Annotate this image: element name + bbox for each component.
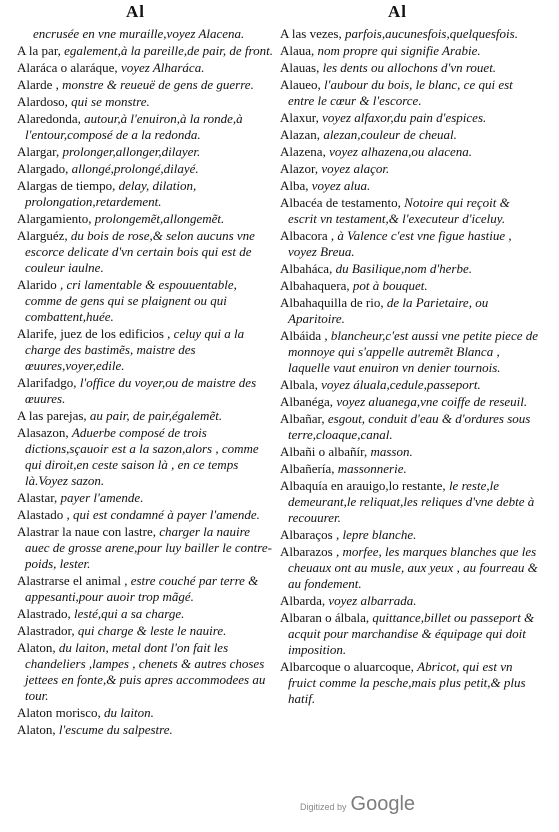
entry-definition: , celuy qui a la charge des bastimẽs, maistre des œuures,voyer,edile. [25, 326, 245, 373]
entry-headword: Alaua, [280, 43, 315, 58]
dictionary-entry [280, 178, 538, 194]
entry-headword: Alargas de tiempo, [17, 178, 116, 193]
entry-headword: Alarife, juez de los edificios [17, 326, 164, 341]
entry-headword: Albaraços [280, 527, 333, 542]
entry-headword: Alargamiento, [17, 211, 92, 226]
entry-definition: payer l'amende. [60, 490, 144, 505]
entry-definition: voyez albarrada. [328, 593, 417, 608]
dictionary-entry [17, 111, 275, 143]
entry-definition: egalement,à la pareille,de pair, de front. [64, 43, 273, 58]
entry-definition: alezan,couleur de cheual. [323, 127, 457, 142]
entry-definition: voyez aluanega,vne coiffe de reseuil. [336, 394, 528, 409]
dictionary-entry [17, 573, 275, 605]
entry-headword: Albaquía en arauigo,lo restante, [280, 478, 446, 493]
entry-headword: A las parejas, [17, 408, 87, 423]
dictionary-entry [280, 527, 538, 543]
entry-headword: Alaxur, [280, 110, 319, 125]
entry-definition: lesté,qui a sa charge. [74, 606, 185, 621]
entry-definition: Abricot, qui est vn fruict comme la pesche,mais plus petit,& plus hatif. [288, 659, 526, 706]
entry-definition: voyez Alharáca. [120, 60, 205, 75]
dictionary-entry [280, 77, 538, 109]
dictionary-entry [17, 326, 275, 374]
entry-definition: au pair, de pair,égalemẽt. [89, 408, 223, 423]
dictionary-entry [280, 411, 538, 443]
dictionary-entry [280, 60, 538, 76]
dictionary-entry [280, 610, 538, 658]
entry-headword: Albarda, [280, 593, 326, 608]
left-column [17, 26, 275, 739]
entry-definition: Notoire qui reçoit & escrit vn testament,& l'executeur d'iceluy. [288, 195, 510, 226]
entry-definition: quittance,billet ou passeport & acquit pour marchandise & équipage qui doit imposition. [288, 610, 535, 657]
entry-definition: esgout, conduit d'eau & d'ordures sous terre,cloaque,canal. [288, 411, 531, 442]
entry-definition: , lepre blanche. [335, 527, 417, 542]
entry-headword: Alaueo, [280, 77, 321, 92]
entry-headword: Alargar, [17, 144, 60, 159]
entry-definition: , à Valence c'est vne figue hastiue , voyez Breua. [288, 228, 512, 259]
dictionary-entry [17, 375, 275, 407]
entry-headword: Alasazon, [17, 425, 69, 440]
entry-headword: Albanéga, [280, 394, 334, 409]
page-header-left: Al [126, 2, 145, 21]
dictionary-entry [280, 26, 538, 42]
entry-headword: Alastar, [17, 490, 58, 505]
entry-definition: , qui est condamné à payer l'amende. [66, 507, 260, 522]
entry-headword: Alazor, [280, 161, 319, 176]
dictionary-entry [280, 394, 538, 410]
entry-headword: Alazena, [280, 144, 326, 159]
entry-headword: Albaháca, [280, 261, 333, 276]
entry-headword: Alba, [280, 178, 309, 193]
entry-definition: , monstre & reueuë de gens de guerre. [55, 77, 254, 92]
entry-definition: prolonger,allonger,dilayer. [62, 144, 201, 159]
entry-headword: Albacéa de testamento, [280, 195, 401, 210]
dictionary-entry [17, 228, 275, 276]
entry-headword: Albáida [280, 328, 322, 343]
entry-headword: Alastrarse el animal [17, 573, 121, 588]
entry-headword: Alastado [17, 507, 64, 522]
dictionary-entry [280, 228, 538, 260]
entry-definition: voyez áluala,cedule,passeport. [321, 377, 481, 392]
entry-definition: voyez alhazena,ou alacena. [329, 144, 473, 159]
entry-definition: les dents ou allochons d'vn rouet. [322, 60, 497, 75]
dictionary-entry [280, 161, 538, 177]
entry-headword: Alazan, [280, 127, 321, 142]
entry-headword: Alastrado, [17, 606, 71, 621]
entry-headword: Alastrador, [17, 623, 75, 638]
dictionary-entry [280, 195, 538, 227]
dictionary-entry [17, 60, 275, 76]
dictionary-entry [17, 507, 275, 523]
entry-definition: voyez alfaxor,du pain d'espices. [322, 110, 487, 125]
dictionary-entry [280, 377, 538, 393]
google-logo: Google [350, 793, 416, 815]
entry-headword: Alaton morisco, [17, 705, 101, 720]
dictionary-entry [17, 161, 275, 177]
dictionary-entry [17, 211, 275, 227]
entry-headword: Albañar, [280, 411, 325, 426]
dictionary-entry [17, 705, 275, 721]
entry-headword: Albahaquera, [280, 278, 350, 293]
entry-definition: , cri lamentable & espouuentable, comme de gens qui se plaignent ou qui combattent,huée. [25, 277, 237, 324]
dictionary-entry [280, 144, 538, 160]
entry-definition: l'aubour du bois, le blanc, ce qui est entre le cœur & l'escorce. [288, 77, 513, 108]
dictionary-entry [280, 295, 538, 327]
dictionary-entry [17, 43, 275, 59]
page-header-right: Al [388, 2, 407, 21]
entry-definition: prolongemẽt,allongemẽt. [94, 211, 225, 226]
entry-definition: parfois,aucunesfois,quelquesfois. [344, 26, 518, 41]
entry-definition: nom propre qui signifie Arabie. [317, 43, 481, 58]
entry-definition: le reste,le demeurant,le reliquat,les reliques d'vne debte à recouurer. [288, 478, 535, 525]
entry-definition: qui charge & leste le nauire. [77, 623, 227, 638]
entry-headword: Albacora [280, 228, 328, 243]
dictionary-entry [280, 261, 538, 277]
entry-headword: A la par, [17, 43, 61, 58]
dictionary-entry [280, 328, 538, 376]
entry-definition: autour,à l'enuiron,à la ronde,à l'entour,composé de a la redonda. [25, 111, 243, 142]
entry-definition: massonnerie. [337, 461, 407, 476]
dictionary-entry [17, 77, 275, 93]
entry-definition: , blancheur,c'est aussi vne petite piece de monnoye qui s'appelle autremẽt Blanca , laquelle vaut enuiron vn denier tournois. [288, 328, 539, 375]
dictionary-entry [17, 722, 275, 738]
entry-headword: Albañi o albañír, [280, 444, 368, 459]
entry-definition: l'escume du salpestre. [58, 722, 173, 737]
dictionary-entry [280, 444, 538, 460]
dictionary-entry [280, 593, 538, 609]
entry-definition: du Basilique,nom d'herbe. [335, 261, 472, 276]
entry-headword: Alaredonda, [17, 111, 81, 126]
entry-headword: Albala, [280, 377, 318, 392]
entry-headword: Albahaquilla de rio, [280, 295, 384, 310]
right-column [280, 26, 538, 708]
entry-definition: de la Parietaire, ou Aparitoire. [288, 295, 489, 326]
entry-headword: Alarifadgo, [17, 375, 77, 390]
entry-definition: , estre couché par terre & appesanti,pour auoir trop mãgé. [25, 573, 259, 604]
entry-headword: Alastrar la naue con lastre, [17, 524, 156, 539]
entry-definition: voyez alua. [311, 178, 371, 193]
entry-headword: A las vezes, [280, 26, 342, 41]
entry-definition: du laiton. [104, 705, 154, 720]
entry-definition: , morfee, les marques blanches que les cheuaux ont au musle, aux yeux , au fourreau & au fondement. [288, 544, 538, 591]
dictionary-entry [280, 478, 538, 526]
dictionary-entry [280, 461, 538, 477]
dictionary-entry [17, 490, 275, 506]
entry-definition: voyez alaçor. [321, 161, 390, 176]
dictionary-entry [17, 144, 275, 160]
entry-definition: allongé,prolongé,dilayé. [71, 161, 199, 176]
entry-headword: Alarido [17, 277, 57, 292]
dictionary-entry [17, 277, 275, 325]
entry-headword: Alargado, [17, 161, 69, 176]
entry-headword: Alarde [17, 77, 53, 92]
entry-definition: masson. [370, 444, 413, 459]
entry-headword: Alarguéz, [17, 228, 68, 243]
entry-definition: pot à bouquet. [352, 278, 428, 293]
entry-headword: Alaráca o alaráque, [17, 60, 118, 75]
entry-definition: delay, dilation, prolongation,retardement. [25, 178, 197, 209]
dictionary-entry [17, 524, 275, 572]
dictionary-entry [17, 425, 275, 489]
entry-headword: Alauas, [280, 60, 320, 75]
entry-definition: l'office du voyer,ou de maistre des œuures. [25, 375, 257, 406]
dictionary-entry [280, 43, 538, 59]
dictionary-entry [17, 178, 275, 210]
entry-definition: qui se monstre. [71, 94, 150, 109]
entry-definition: charger la nauire auec de grosse arene,pour luy bailler le contre-poids, lester. [25, 524, 272, 571]
dictionary-entry [17, 408, 275, 424]
entry-headword: Alardoso, [17, 94, 68, 109]
entry-headword: Albarcoque o aluarcoque, [280, 659, 414, 674]
dictionary-entry [17, 94, 275, 110]
dictionary-entry [280, 544, 538, 592]
dictionary-entry [17, 623, 275, 639]
entry-definition: Aduerbe composé de trois dictions,sçauoir est a la sazon,alors , comme qui diroit,en ceste saison là , en ce temps là.Voyez sazon. [25, 425, 259, 488]
dictionary-entry [280, 278, 538, 294]
entry-headword: Albarazos [280, 544, 333, 559]
dictionary-entry [280, 110, 538, 126]
dictionary-entry [280, 127, 538, 143]
entry-headword: Albaran o álbala, [280, 610, 370, 625]
entry-definition: encrusée en vne muraille,voyez Alacena. [33, 26, 245, 41]
entry-headword: Albañería, [280, 461, 335, 476]
entry-headword: Alaton, [17, 640, 56, 655]
dictionary-entry [280, 659, 538, 707]
dictionary-entry [17, 606, 275, 622]
entry-definition: du bois de rose,& selon aucuns vne escorce delicate d'vn certain bois qui est de couleur iaulne. [25, 228, 255, 275]
digitized-by-watermark [300, 793, 415, 816]
digitized-by-text: Digitized by [300, 802, 347, 812]
entry-definition: du laiton, metal dont l'on fait les chandeliers ,lampes , chenets & autres choses jettees en fonte,& puis apres accommodees au tour. [25, 640, 266, 703]
entry-headword: Alaton, [17, 722, 56, 737]
dictionary-entry [17, 640, 275, 704]
dictionary-entry [17, 26, 275, 42]
